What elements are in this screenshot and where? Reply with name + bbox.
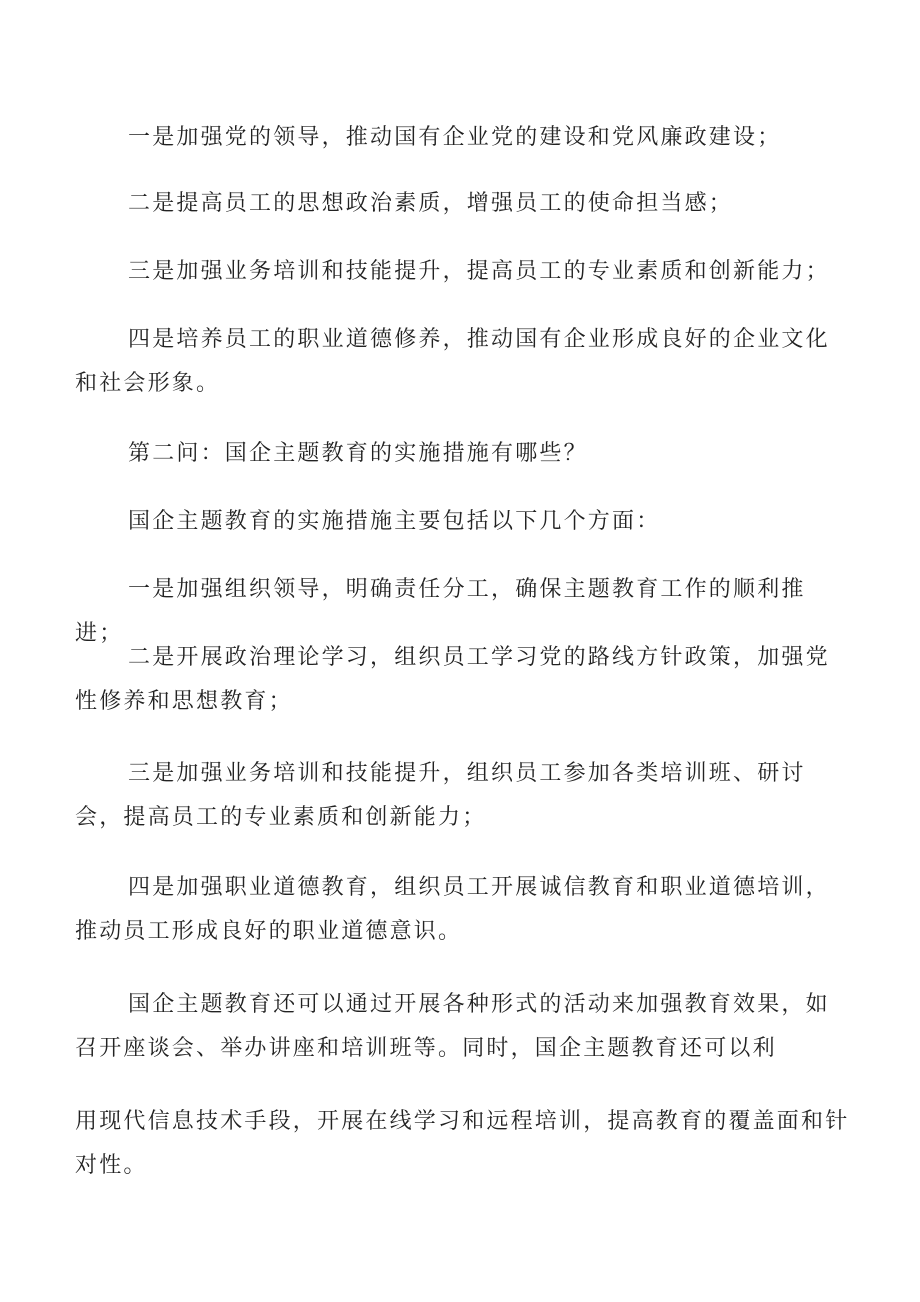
paragraph-12: 用现代信息技术手段，开展在线学习和远程培训，提高教育的覆盖面和针对性。 bbox=[75, 1109, 850, 1178]
section-heading: 第二问：国企主题教育的实施措施有哪些？ bbox=[128, 441, 588, 466]
paragraph-8: 二是开展政治理论学习，组织员工学习党的路线方针政策，加强党性修养和思想教育； bbox=[75, 645, 830, 714]
paragraph-10: 四是加强职业道德教育，组织员工开展诚信教育和职业道德培训，推动员工形成良好的职业道德意识。 bbox=[75, 875, 830, 944]
paragraph-4: 四是培养员工的职业道德修养，推动国有企业形成良好的企业文化和社会形象。 bbox=[75, 327, 830, 396]
paragraph-11: 国企主题教育还可以通过开展各种形式的活动来加强教育效果，如召开座谈会、举办讲座和培训班等。同时，国企主题教育还可以利 bbox=[75, 992, 830, 1061]
paragraph-7: 一是加强组织领导，明确责任分工，确保主题教育工作的顺利推进； bbox=[75, 577, 806, 646]
paragraph-6: 国企主题教育的实施措施主要包括以下几个方面： bbox=[128, 509, 661, 534]
paragraph-9: 三是加强业务培训和技能提升，组织员工参加各类培训班、研讨会，提高员工的专业素质和创新能力； bbox=[75, 761, 806, 830]
paragraph-1: 一是加强党的领导，推动国有企业党的建设和党风廉政建设； bbox=[128, 125, 782, 150]
paragraph-3: 三是加强业务培训和技能提升，提高员工的专业素质和创新能力； bbox=[128, 259, 830, 284]
paragraph-2: 二是提高员工的思想政治素质，增强员工的使命担当感； bbox=[128, 191, 734, 216]
